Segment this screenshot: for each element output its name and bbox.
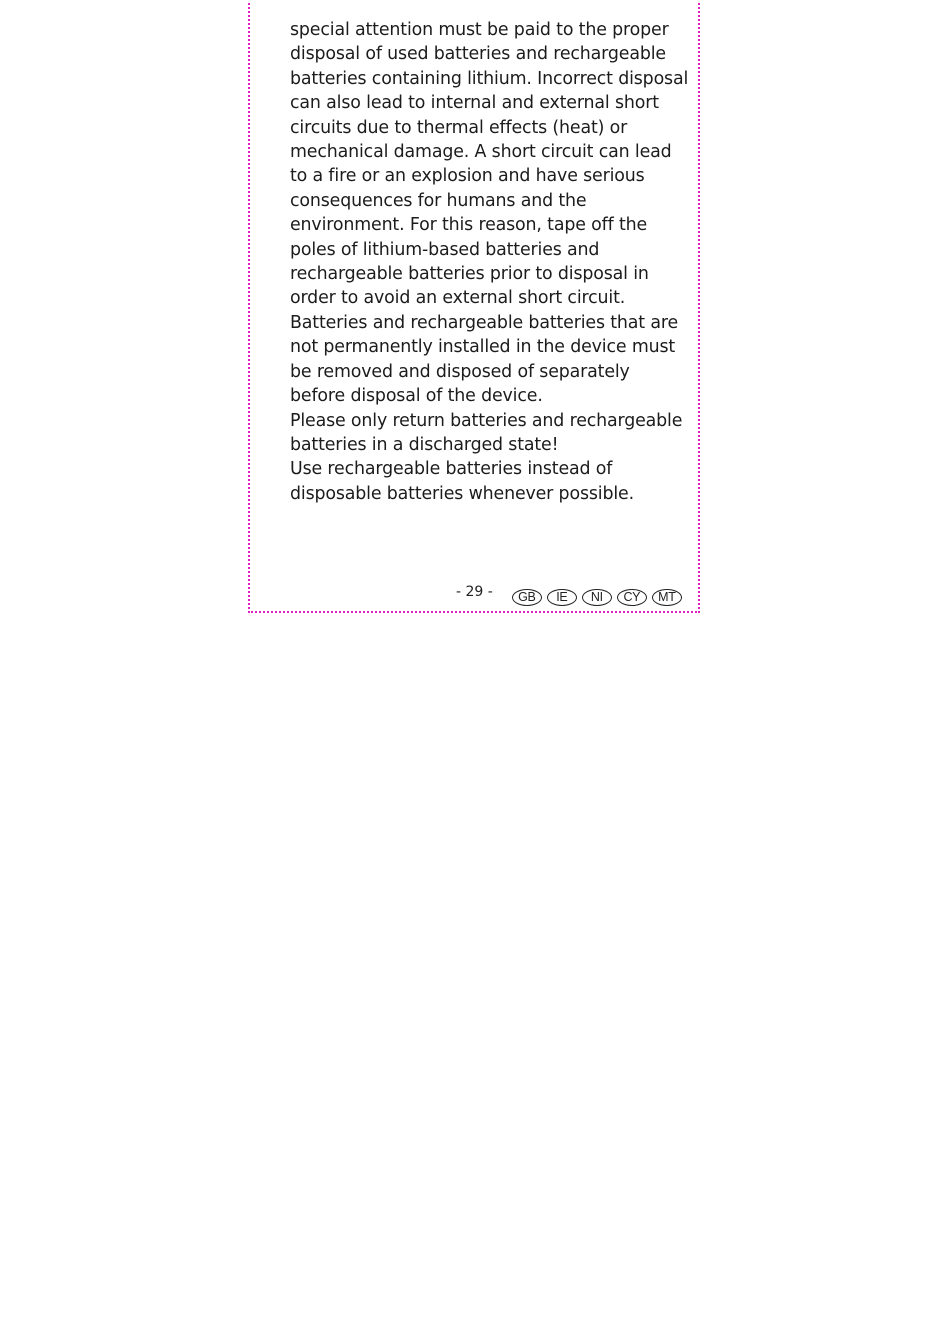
country-badges bbox=[512, 589, 682, 606]
page-footer bbox=[456, 583, 682, 607]
country-badge-mt: MT bbox=[652, 589, 682, 606]
country-badge-ie: IE bbox=[547, 589, 577, 606]
country-badge-ni: NI bbox=[582, 589, 612, 606]
paragraph-lithium-disposal: special attention must be paid to the proper disposal of used batteries and rechargeable batteries containing lithium. Incorrect disposal can also lead to internal and external short circuits due to thermal effects (heat) or mechanical damage. A short circuit can lead to a fire or an explosion and have serious consequences for humans and the environment. For this reason, tape off the poles of lithium-based batteries and rechargeable batteries prior to disposal in order to avoid an external short circuit. bbox=[290, 20, 689, 309]
page-number: - 29 - bbox=[456, 584, 493, 600]
country-badge-gb: GB bbox=[512, 589, 542, 606]
body-text bbox=[290, 18, 690, 506]
paragraph-use-rechargeable: Use rechargeable batteries instead of disposable batteries whenever possible. bbox=[290, 459, 634, 504]
paragraph-discharged-state: Please only return batteries and rechargeable batteries in a discharged state! bbox=[290, 410, 683, 455]
paragraph-remove-batteries: Batteries and rechargeable batteries that are not permanently installed in the device must be removed and disposed of separately before disposal of the device. bbox=[290, 312, 679, 407]
country-badge-cy: CY bbox=[617, 589, 647, 606]
